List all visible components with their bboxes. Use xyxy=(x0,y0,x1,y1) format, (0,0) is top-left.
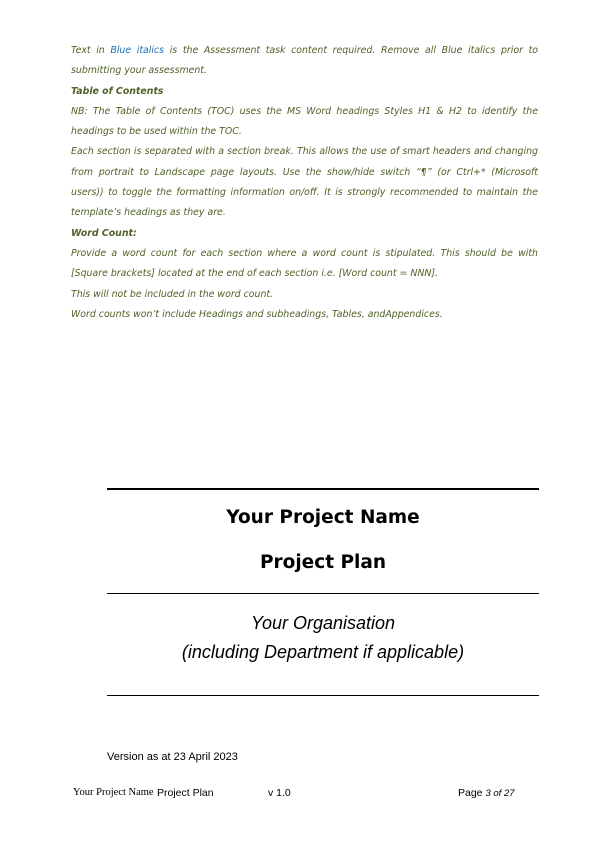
exclusions-note: Word counts won’t include Headings and subheadings, Tables, andAppendices. xyxy=(71,308,443,320)
word-count-heading: Word Count: xyxy=(71,227,137,239)
project-plan-title: Project Plan xyxy=(259,552,387,573)
title-bottom-rule xyxy=(107,593,539,594)
footer-plan: Project Plan xyxy=(157,787,214,799)
blue-italics-label: Blue italics xyxy=(110,45,165,56)
footer-version: v 1.0 xyxy=(268,787,291,799)
organisation-department: (including Department if applicable) xyxy=(181,642,465,662)
toc-heading: Table of Contents xyxy=(71,85,164,97)
section-note: Each section is separated with a section break. This allows the use of smart headers and changing from portrait to Landscape page layouts. Use the show/hide switch “¶” (or Ctrl+* (Microsoft users)) to toggle the formatting information on/off. It is strongly recommended to maintain the template’s headings as they are. xyxy=(71,146,538,219)
toc-note: NB: The Table of Contents (TOC) uses the MS Word headings Styles H1 & H2 to identify the headings to be used within the TOC. xyxy=(71,105,538,138)
excluded-note: This will not be included in the word count. xyxy=(71,288,274,300)
footer-page-number: Page 3 of 27 xyxy=(458,787,515,799)
assessment-instructions xyxy=(71,41,538,325)
organisation-name: Your Organisation xyxy=(250,613,396,633)
project-name-title: Your Project Name xyxy=(226,507,420,528)
title-top-rule xyxy=(107,488,539,490)
version-date: Version as at 23 April 2023 xyxy=(107,751,238,763)
instruction-intro: Text in Blue italics is the Assessment task content required. Remove all Blue italics prior to submitting your assessment. xyxy=(71,45,538,77)
organisation-bottom-rule xyxy=(107,695,539,696)
word-count-note: Provide a word count for each section where a word count is stipulated. This should be with [Square brackets] located at the end of each section i.e. [Word count = NNN]. xyxy=(71,247,538,280)
footer-project-name: Your Project Name xyxy=(73,787,154,798)
